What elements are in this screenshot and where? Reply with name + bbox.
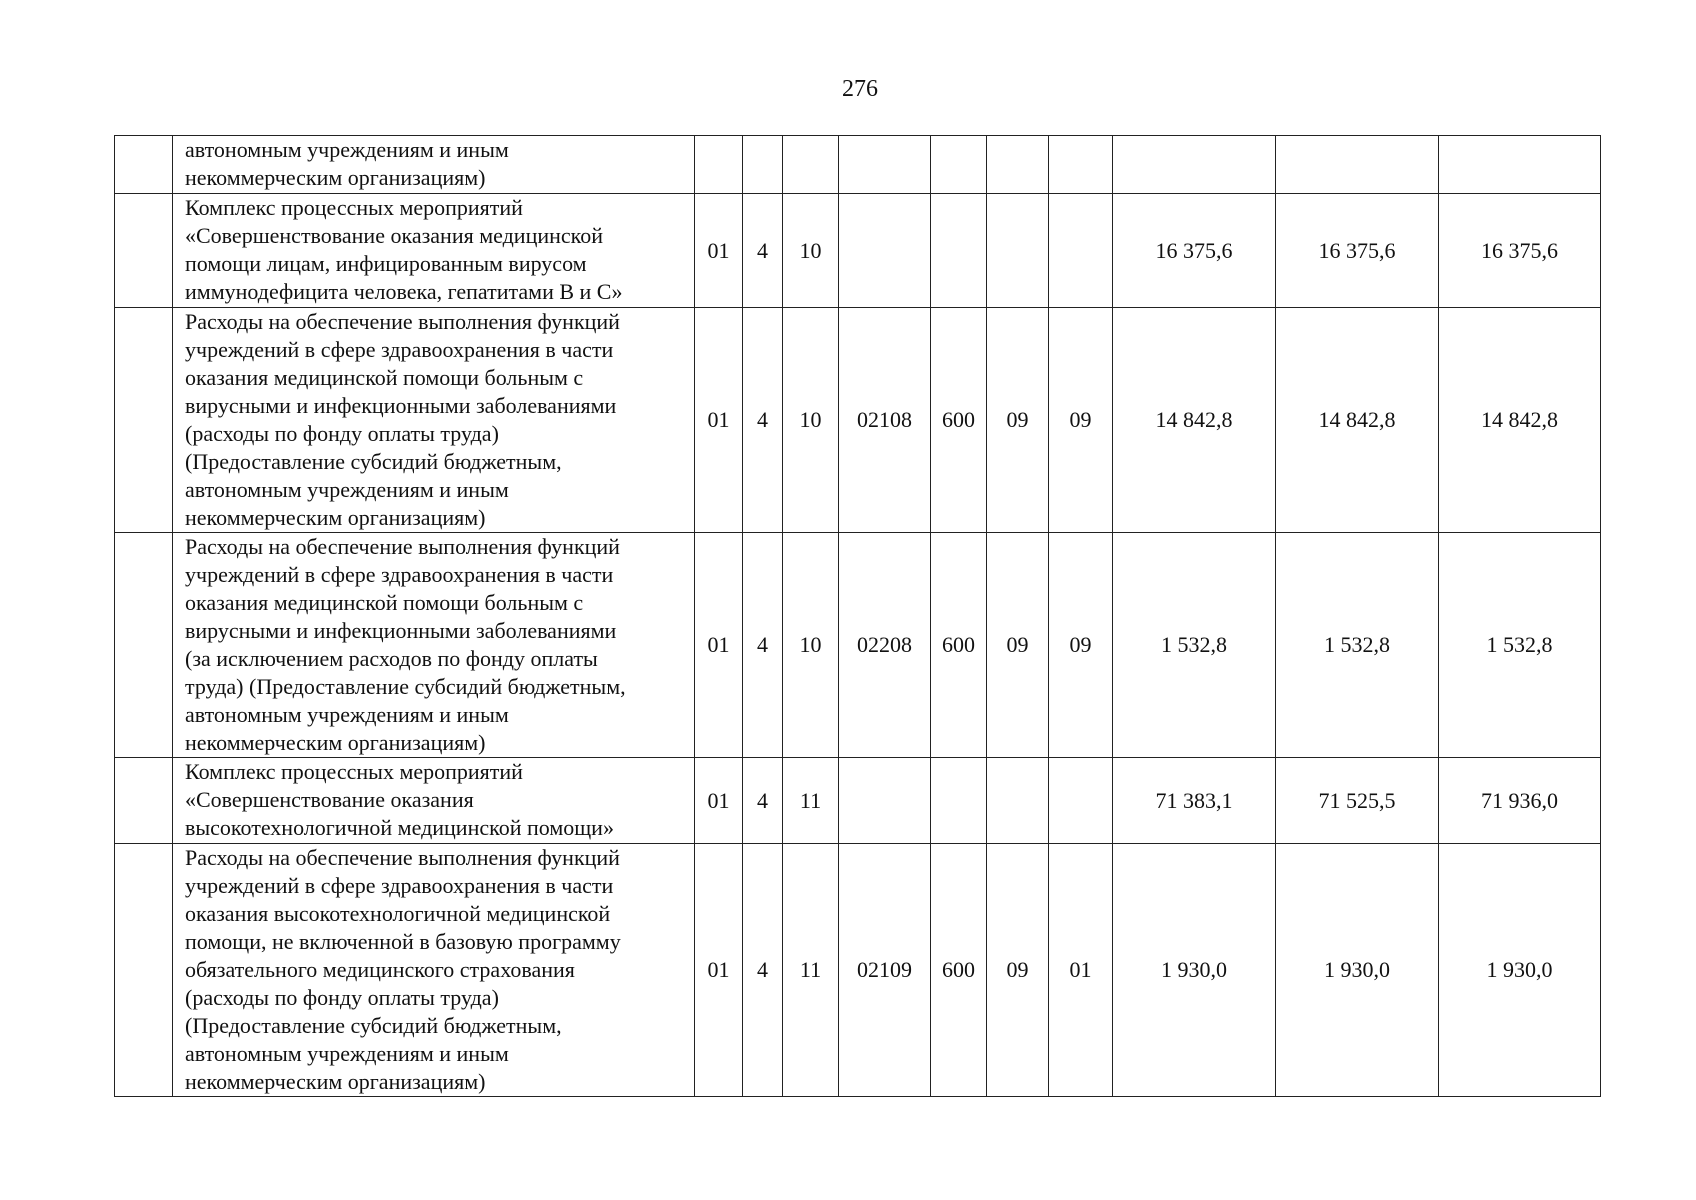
code-cell: 02108 bbox=[839, 308, 931, 533]
code-cell: 4 bbox=[743, 758, 783, 844]
code-cell: 4 bbox=[743, 194, 783, 308]
expense-type-cell bbox=[931, 136, 987, 194]
code-cell: 11 bbox=[783, 758, 839, 844]
amount-cell: 1 930,0 bbox=[1113, 844, 1276, 1097]
table-row bbox=[115, 844, 1601, 1097]
subsection-cell: 01 bbox=[1049, 844, 1113, 1097]
amount-cell: 1 532,8 bbox=[1276, 533, 1439, 758]
code-cell: 01 bbox=[695, 194, 743, 308]
code-cell bbox=[695, 136, 743, 194]
amount-cell: 1 930,0 bbox=[1276, 844, 1439, 1097]
code-cell: 01 bbox=[695, 533, 743, 758]
code-cell: 01 bbox=[695, 308, 743, 533]
code-cell: 10 bbox=[783, 533, 839, 758]
table-row bbox=[115, 308, 1601, 533]
amount-cell: 71 936,0 bbox=[1439, 758, 1601, 844]
subsection-cell bbox=[1049, 758, 1113, 844]
row-number-cell bbox=[115, 758, 173, 844]
section-cell bbox=[987, 758, 1049, 844]
code-cell bbox=[839, 194, 931, 308]
amount-cell: 16 375,6 bbox=[1439, 194, 1601, 308]
page-number: 276 bbox=[842, 76, 878, 102]
section-cell: 09 bbox=[987, 844, 1049, 1097]
amount-cell: 71 525,5 bbox=[1276, 758, 1439, 844]
row-number-cell bbox=[115, 533, 173, 758]
table-row bbox=[115, 533, 1601, 758]
expense-type-cell: 600 bbox=[931, 844, 987, 1097]
description-cell: Расходы на обеспечение выполнения функций учреждений в сфере здравоохранения в части оказания медицинской помощи больным с вирусными и инфекционными заболеваниями (расходы по фонду оплаты труда) (Предоставление субсидий бюджетным, автономным учреждениям и иным некоммерческим организациям) bbox=[173, 308, 695, 533]
code-cell: 01 bbox=[695, 758, 743, 844]
code-cell: 4 bbox=[743, 308, 783, 533]
amount-cell: 16 375,6 bbox=[1113, 194, 1276, 308]
code-cell bbox=[839, 136, 931, 194]
expense-type-cell: 600 bbox=[931, 308, 987, 533]
section-cell: 09 bbox=[987, 533, 1049, 758]
code-cell bbox=[783, 136, 839, 194]
description-cell: Расходы на обеспечение выполнения функций учреждений в сфере здравоохранения в части оказания медицинской помощи больным с вирусными и инфекционными заболеваниями (за исключением расходов по фонду оплаты труда) (Предоставление субсидий бюджетным, автономным учреждениям и иным некоммерческим организациям) bbox=[173, 533, 695, 758]
subsection-cell: 09 bbox=[1049, 308, 1113, 533]
expense-type-cell: 600 bbox=[931, 533, 987, 758]
row-number-cell bbox=[115, 136, 173, 194]
code-cell: 02109 bbox=[839, 844, 931, 1097]
code-cell bbox=[743, 136, 783, 194]
section-cell bbox=[987, 194, 1049, 308]
row-number-cell bbox=[115, 844, 173, 1097]
code-cell: 10 bbox=[783, 308, 839, 533]
subsection-cell bbox=[1049, 136, 1113, 194]
description-cell: автономным учреждениям и иным некоммерческим организациям) bbox=[173, 136, 695, 194]
description-cell: Расходы на обеспечение выполнения функций учреждений в сфере здравоохранения в части оказания высокотехнологичной медицинской помощи, не включенной в базовую программу обязательного медицинского страхования (расходы по фонду оплаты труда) (Предоставление субсидий бюджетным, автономным учреждениям и иным некоммерческим организациям) bbox=[173, 844, 695, 1097]
description-cell: Комплекс процессных мероприятий «Совершенствование оказания медицинской помощи лицам, инфицированным вирусом иммунодефицита человека, гепатитами B и C» bbox=[173, 194, 695, 308]
code-cell: 11 bbox=[783, 844, 839, 1097]
amount-cell: 14 842,8 bbox=[1113, 308, 1276, 533]
amount-cell: 14 842,8 bbox=[1439, 308, 1601, 533]
subsection-cell: 09 bbox=[1049, 533, 1113, 758]
code-cell: 10 bbox=[783, 194, 839, 308]
row-number-cell bbox=[115, 308, 173, 533]
budget-table bbox=[114, 135, 1601, 1097]
code-cell: 4 bbox=[743, 844, 783, 1097]
code-cell: 01 bbox=[695, 844, 743, 1097]
section-cell: 09 bbox=[987, 308, 1049, 533]
amount-cell: 16 375,6 bbox=[1276, 194, 1439, 308]
amount-cell bbox=[1276, 136, 1439, 194]
code-cell: 02208 bbox=[839, 533, 931, 758]
expense-type-cell bbox=[931, 194, 987, 308]
table-row bbox=[115, 758, 1601, 844]
amount-cell bbox=[1439, 136, 1601, 194]
amount-cell: 1 930,0 bbox=[1439, 844, 1601, 1097]
table-row bbox=[115, 136, 1601, 194]
amount-cell: 14 842,8 bbox=[1276, 308, 1439, 533]
table-row bbox=[115, 194, 1601, 308]
section-cell bbox=[987, 136, 1049, 194]
amount-cell: 71 383,1 bbox=[1113, 758, 1276, 844]
amount-cell: 1 532,8 bbox=[1439, 533, 1601, 758]
row-number-cell bbox=[115, 194, 173, 308]
amount-cell: 1 532,8 bbox=[1113, 533, 1276, 758]
code-cell bbox=[839, 758, 931, 844]
expense-type-cell bbox=[931, 758, 987, 844]
description-cell: Комплекс процессных мероприятий «Совершенствование оказания высокотехнологичной медицинской помощи» bbox=[173, 758, 695, 844]
subsection-cell bbox=[1049, 194, 1113, 308]
code-cell: 4 bbox=[743, 533, 783, 758]
amount-cell bbox=[1113, 136, 1276, 194]
